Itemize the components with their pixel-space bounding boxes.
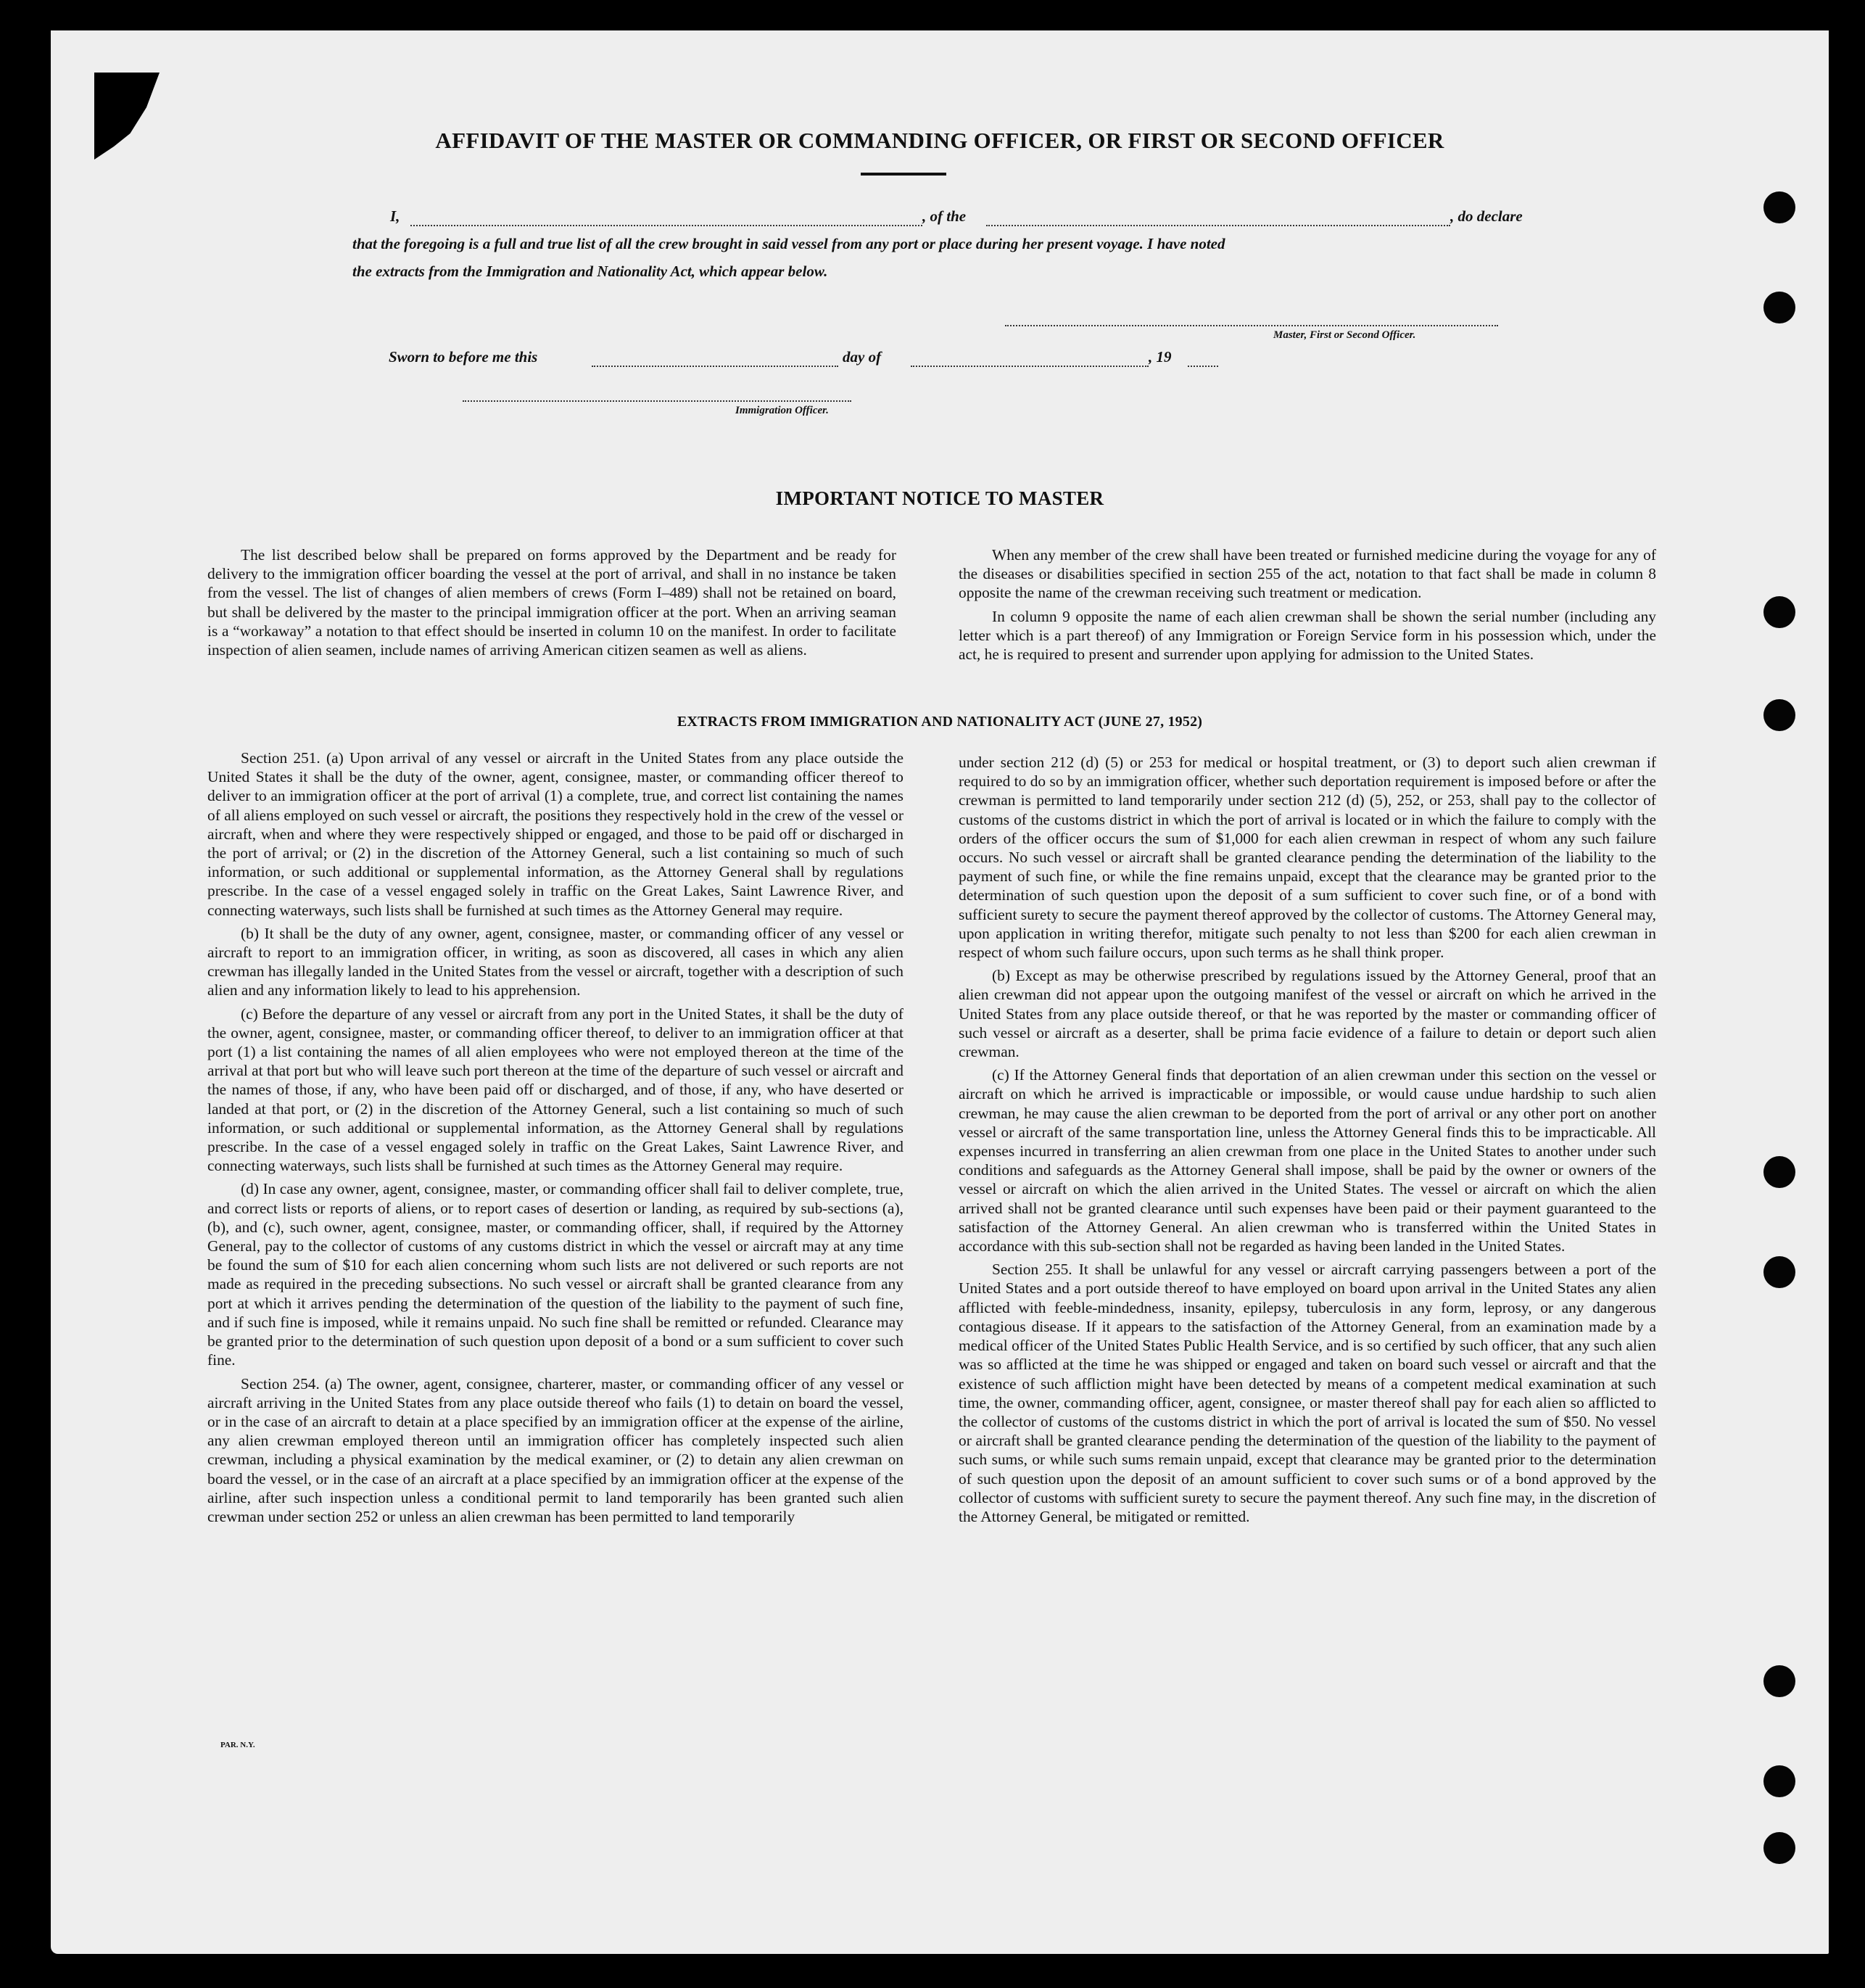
binder-hole xyxy=(1763,191,1795,223)
officer-signature-label: Immigration Officer. xyxy=(735,405,829,416)
notice-right-paragraph-2: In column 9 opposite the name of each alien crewman shall be shown the serial number (including any letter which is a part thereof) of any Immigration or Foreign Service form in his possession which, under the act, he is required to present and surrender upon applying for admission to the United States. xyxy=(959,607,1656,664)
declaration-line-1: that the foregoing is a full and true list of all the crew brought in said vessel from any port or place during her present voyage. I have noted xyxy=(352,235,1225,252)
binder-hole xyxy=(1763,596,1795,628)
extracts-right-column xyxy=(959,753,1656,1768)
printer-mark: PAR. N.Y. xyxy=(220,1741,255,1749)
do-declare-label: , do declare xyxy=(1450,207,1523,225)
sworn-year-field[interactable] xyxy=(1188,366,1218,367)
master-signature-label: Master, First or Second Officer. xyxy=(1273,329,1416,341)
notice-title: IMPORTANT NOTICE TO MASTER xyxy=(775,487,1104,509)
master-signature-line[interactable] xyxy=(1005,325,1498,326)
sworn-label: Sworn to before me this xyxy=(389,348,538,366)
day-of-label: day of xyxy=(843,348,882,366)
sworn-day-field[interactable] xyxy=(592,366,838,367)
notice-left-column xyxy=(207,545,896,688)
binder-hole xyxy=(1763,292,1795,323)
notice-right-paragraph-1: When any member of the crew shall have been treated or furnished medicine during the voyage for any of the diseases or disabilities specified in section 255 of the act, notation to that fact shall be made in column 8 opposite the name of the crewman receiving such treatment or medication. xyxy=(959,546,1656,602)
title-rule xyxy=(861,173,946,176)
vessel-field[interactable] xyxy=(986,225,1450,226)
binder-hole xyxy=(1763,1832,1795,1864)
extracts-left-column xyxy=(207,748,903,1786)
affidavit-title: AFFIDAVIT OF THE MASTER OR COMMANDING OFFICER, OR FIRST OR SECOND OFFICER xyxy=(435,128,1444,153)
name-field[interactable] xyxy=(410,225,922,226)
notice-right-column xyxy=(959,545,1656,734)
extracts-title: EXTRACTS FROM IMMIGRATION AND NATIONALITY ACT (JUNE 27, 1952) xyxy=(677,714,1203,730)
binder-hole xyxy=(1763,1765,1795,1797)
section-254a-continued: under section 212 (d) (5) or 253 for medical or hospital treatment, or (3) to deport such alien crewman if required to do so by an immigration officer, whether such deportation requirement is imposed before or after the crewman is permitted to land temporarily under section 212 (d) (5), 252, or 253, shall pay to the collector of customs of the customs district in which the port of arrival is located or in which the failure to comply with the orders of the officer occurs the sum of $1,000 for each alien crewman in respect of whom any such failure occurs. No such vessel or aircraft shall be granted clearance pending the determination of the liability to the payment of such fine, or while the fine remains unpaid, except that the clearance may be granted prior to the determination of such question upon the deposit of a sum sufficient to cover such fine, or of a bond with sufficient surety to secure the payment thereof approved by the collector of customs. The Attorney General may, upon application in writing therefor, mitigate such penalty to not less than $200 for each alien crewman in respect of whom such failure occurs, upon such terms as he shall think proper. xyxy=(959,754,1656,962)
binder-hole xyxy=(1763,1256,1795,1288)
section-251c: (c) Before the departure of any vessel or aircraft from any port in the United States, it shall be the duty of the owner, agent, consignee, master, or commanding officer thereof, to deliver to an immigration officer at that port (1) a list containing the names of all alien employees who were not employed thereon at the time of the arrival at that port but who will leave such port thereon at the time of the departure of such vessel or aircraft and the names of those, if any, who have been paid off or discharged, and of those, if any, who have deserted or landed at that port, or (2) in the discretion of the Attorney General, such a list containing so much of such information, or such additional or supplemental information, as the Attorney General shall by regulations prescribe. In the case of a vessel engaged solely in traffic on the Great Lakes, Saint Lawrence River, and connecting waterways, such lists shall be furnished at such times as the Attorney General may require. xyxy=(207,1005,903,1175)
i-label: I, xyxy=(390,207,400,225)
section-254b: (b) Except as may be otherwise prescribed by regulations issued by the Attorney General, proof that an alien crewman did not appear upon the outgoing manifest of the vessel or aircraft on which he arrived in the United States from any place outside thereof, or that he was reported by the master or commanding officer of such vessel or aircraft as a deserter, shall be prima facie evidence of a failure to detain or deport such alien crewman. xyxy=(959,967,1656,1061)
officer-signature-line[interactable] xyxy=(463,400,851,402)
binder-hole xyxy=(1763,1156,1795,1188)
section-255: Section 255. It shall be unlawful for any vessel or aircraft carrying passengers between a port of the United States and a port outside thereof to have employed on board upon arrival in the United States any alien afflicted with feeble-mindedness, insanity, epilepsy, tuberculosis in any form, leprosy, or any dangerous contagious disease. If it appears to the satisfaction of the Attorney General, from an examination made by a medical officer of the United States Public Health Service, and is so certified by such officer, that any such alien was so afflicted at the time he was shipped or engaged and taken on board such vessel or aircraft and that the existence of such affliction might have been detected by means of a competent medical examination at such time, the owner, commanding officer, agent, consignee, or master thereof shall pay for each alien so afflicted to the collector of customs of the customs district in which the port of arrival is located the sum of $50. No vessel or aircraft shall be granted clearance pending the determination of the question of the liability to the payment of such sums, or while such sums remain unpaid, except that clearance may be granted prior to the determination of such question upon the deposit of an amount sufficient to cover such sums or of a bond approved by the collector of customs with sufficient surety to secure the payment thereof. Any such fine may, in the discretion of the Attorney General, be mitigated or remitted. xyxy=(959,1261,1656,1525)
binder-hole xyxy=(1763,699,1795,731)
section-251b: (b) It shall be the duty of any owner, agent, consignee, master, or commanding officer of any vessel or aircraft to report to an immigration officer, in writing, as soon as discovered, all cases in which any alien crewman has illegally landed in the United States from the vessel or aircraft, together with a description of such alien and any information likely to lead to his apprehension. xyxy=(207,924,903,999)
of-the-label: , of the xyxy=(922,207,967,225)
section-251a: Section 251. (a) Upon arrival of any vessel or aircraft in the United States from any place outside the United States it shall be the duty of the owner, agent, consignee, master, or commanding officer thereof to deliver to an immigration officer at the port of arrival (1) a complete, true, and correct list containing the names of all aliens employed on such vessel or aircraft, the positions they respectively hold in the crew of the vessel or aircraft, when and where they were respectively shipped or engaged, and those to be paid off or discharged in the port of arrival; or (2) in the discretion of the Attorney General, such a list containing so much of such information, or such additional or supplemental information, as the Attorney General shall by regulations prescribe. In the case of a vessel engaged solely in traffic on the Great Lakes, Saint Lawrence River, and connecting waterways, such lists shall be furnished at such times as the Attorney General may require. xyxy=(207,749,903,919)
sworn-month-field[interactable] xyxy=(911,366,1149,367)
section-254c: (c) If the Attorney General finds that deportation of an alien crewman under this section on the vessel or aircraft on which he arrived is impracticable or impossible, or would cause undue hardship to such alien crewman, he may cause the alien crewman to be deported from the port of arrival or any other port on another vessel or aircraft of the same transportation line, unless the Attorney General finds this to be impracticable. All expenses incurred in transferring an alien crewman from one place in the United States to another under such conditions and safeguards as the Attorney General shall impose, shall be paid by the owner or owners of the vessel or aircraft on which the alien arrived in the United States. The vessel or aircraft on which the alien arrived shall not be granted clearance until such expenses have been paid or their payment guaranteed to the satisfaction of the Attorney General. An alien crewman who is transferred within the United States in accordance with this sub-section shall not be regarded as having been landed in the United States. xyxy=(959,1066,1656,1255)
form-page xyxy=(51,30,1829,1954)
section-254a: Section 254. (a) The owner, agent, consignee, charterer, master, or commanding officer of any vessel or aircraft arriving in the United States from any place outside thereof who fails (1) to detain on board the vessel, or in the case of an aircraft to detain at a place specified by an immigration officer at the expense of the airline, any alien crewman employed thereon until an immigration officer has completely inspected such alien crewman, including a physical examination by the medical examiner, or (2) to detain any alien crewman on board the vessel, or in the case of an aircraft at a place specified by an immigration officer at the expense of the airline, after such inspection unless a conditional permit to land temporarily has been granted such alien crewman under section 252 or unless an alien crewman has been permitted to land temporarily xyxy=(207,1374,903,1525)
binder-hole xyxy=(1763,1665,1795,1697)
notice-left-paragraph: The list described below shall be prepared on forms approved by the Department and be ready for delivery to the immigration officer boarding the vessel at the port of arrival, and shall in no instance be taken from the vessel. The list of changes of alien members of crews (Form I–489) shall not be retained on board, but shall be delivered by the master to the principal immigration officer at the port. When an arriving seaman is a “workaway” a notation to that effect should be inserted in column 10 on the manifest. In order to facilitate inspection of alien seamen, include names of arriving American citizen seamen as well as aliens. xyxy=(207,546,896,659)
year-label: , 19 xyxy=(1149,348,1172,366)
section-251d: (d) In case any owner, agent, consignee, master, or commanding officer shall fail to deliver complete, true, and correct lists or reports of aliens, or to report cases of desertion or landing, as required by sub-sections (a), (b), and (c), such owner, agent, consignee, master, or commanding officer, shall, if required by the Attorney General, pay to the collector of customs of any customs district in which the vessel or aircraft may at any time be found the sum of $10 for each alien concerning whom such lists are not delivered or such reports are not made as required in the preceding subsections. No such vessel or aircraft shall be granted clearance from any port at which it arrives pending the determination of the question of the liability to the payment of such fine, and if such fine is imposed, while it remains unpaid. No such fine shall be remitted or refunded. Clearance may be granted prior to the determination of such question upon deposit of a bond or a sum sufficient to cover such fine. xyxy=(207,1180,903,1369)
declaration-line-2: the extracts from the Immigration and Nationality Act, which appear below. xyxy=(352,263,828,280)
